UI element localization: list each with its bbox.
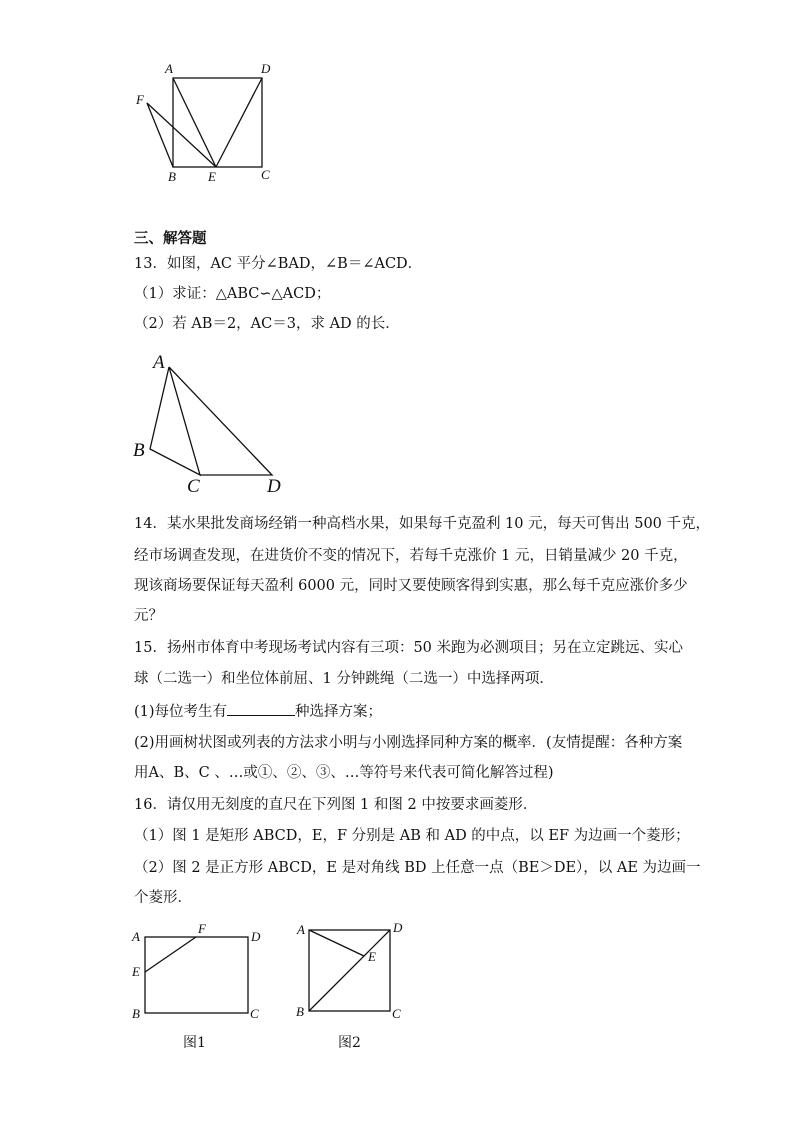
label-b: B — [296, 1004, 304, 1019]
label-a: A — [165, 61, 173, 76]
label-c: C — [392, 1006, 401, 1021]
q15-line4: (2)用画树状图或列表的方法求小明与小刚选择同种方案的概率．(友情提醒：各种方案 — [134, 735, 683, 751]
segment-ae — [173, 78, 216, 167]
q15-line3-suffix: 种选择方案； — [295, 704, 383, 720]
label-a: A — [132, 929, 140, 944]
label-e: E — [208, 169, 216, 184]
label-b: B — [132, 1006, 140, 1021]
q13-line2: （1）求证：△ABC∽△ACD； — [134, 286, 331, 302]
q13-line3: （2）若 AB＝2，AC＝3，求 AD 的长． — [134, 316, 400, 332]
answer-blank[interactable] — [227, 701, 295, 716]
figure-1-caption: 图1 — [183, 1035, 206, 1051]
q15-line3-prefix: (1)每位考生有 — [134, 704, 228, 720]
label-a: A — [153, 352, 165, 373]
section-title: 三、解答题 — [134, 230, 207, 247]
q16-line2: （1）图 1 是矩形 ABCD，E，F 分别是 AB 和 AD 的中点，以 EF 为边画一个菱形； — [134, 828, 690, 844]
q15-line2: 球（二选一）和坐位体前屈、1 分钟跳绳（二选一）中选择两项． — [134, 671, 554, 687]
label-e: E — [368, 949, 376, 964]
segment-ae — [309, 930, 364, 956]
square-abcd — [173, 78, 262, 167]
label-f: F — [198, 921, 206, 936]
label-d: D — [261, 61, 271, 76]
label-d: D — [267, 476, 281, 497]
q14-line1: 14．某水果批发商场经销一种高档水果，如果每千克盈利 10 元，每天可售出 500 千克， — [134, 516, 711, 532]
q16-line1: 16．请仅用无刻度的直尺在下列图 1 和图 2 中按要求画菱形． — [134, 797, 538, 813]
label-a: A — [297, 922, 305, 937]
q16-line4: 个菱形． — [134, 890, 192, 906]
label-f: F — [136, 92, 144, 107]
q15-line3 — [134, 701, 382, 722]
q13-line1: 13．如图，AC 平分∠BAD，∠B＝∠ACD． — [134, 256, 423, 272]
figure-2-caption: 图2 — [338, 1035, 361, 1051]
figure-square-abcd — [0, 0, 794, 200]
triangle-abc — [150, 367, 200, 475]
q15-line5: 用A、B、C 、…或①、②、③、…等符号来代表可简化解答过程) — [134, 765, 554, 781]
segment-fe — [147, 103, 216, 167]
label-d: D — [251, 929, 261, 944]
diagonal-bd — [309, 930, 390, 1011]
label-b: B — [133, 440, 145, 461]
segment-fb — [147, 103, 173, 167]
segment-de — [216, 78, 262, 167]
label-b: B — [168, 169, 176, 184]
label-c: C — [187, 476, 200, 497]
label-c: C — [250, 1006, 259, 1021]
q15-line1: 15．扬州市体育中考现场考试内容有三项：50 米跑为必测项目；另在立定跳远、实心 — [134, 640, 684, 656]
q14-line4: 元？ — [134, 608, 163, 624]
q16-line3: （2）图 2 是正方形 ABCD，E 是对角线 BD 上任意一点（BE＞DE），以 AE 为边画一 — [134, 860, 701, 876]
figure-q13-triangles — [0, 340, 794, 500]
q14-line2: 经市场调查发现，在进货价不变的情况下，若每千克涨价 1 元，日销量减少 20 千克， — [134, 548, 688, 564]
label-c: C — [261, 167, 270, 182]
label-d: D — [393, 920, 403, 935]
q14-line3: 现该商场要保证每天盈利 6000 元，同时又要使顾客得到实惠，那么每千克应涨价多少 — [134, 578, 688, 594]
figure-2-square — [0, 915, 500, 1025]
label-e: E — [132, 964, 140, 979]
